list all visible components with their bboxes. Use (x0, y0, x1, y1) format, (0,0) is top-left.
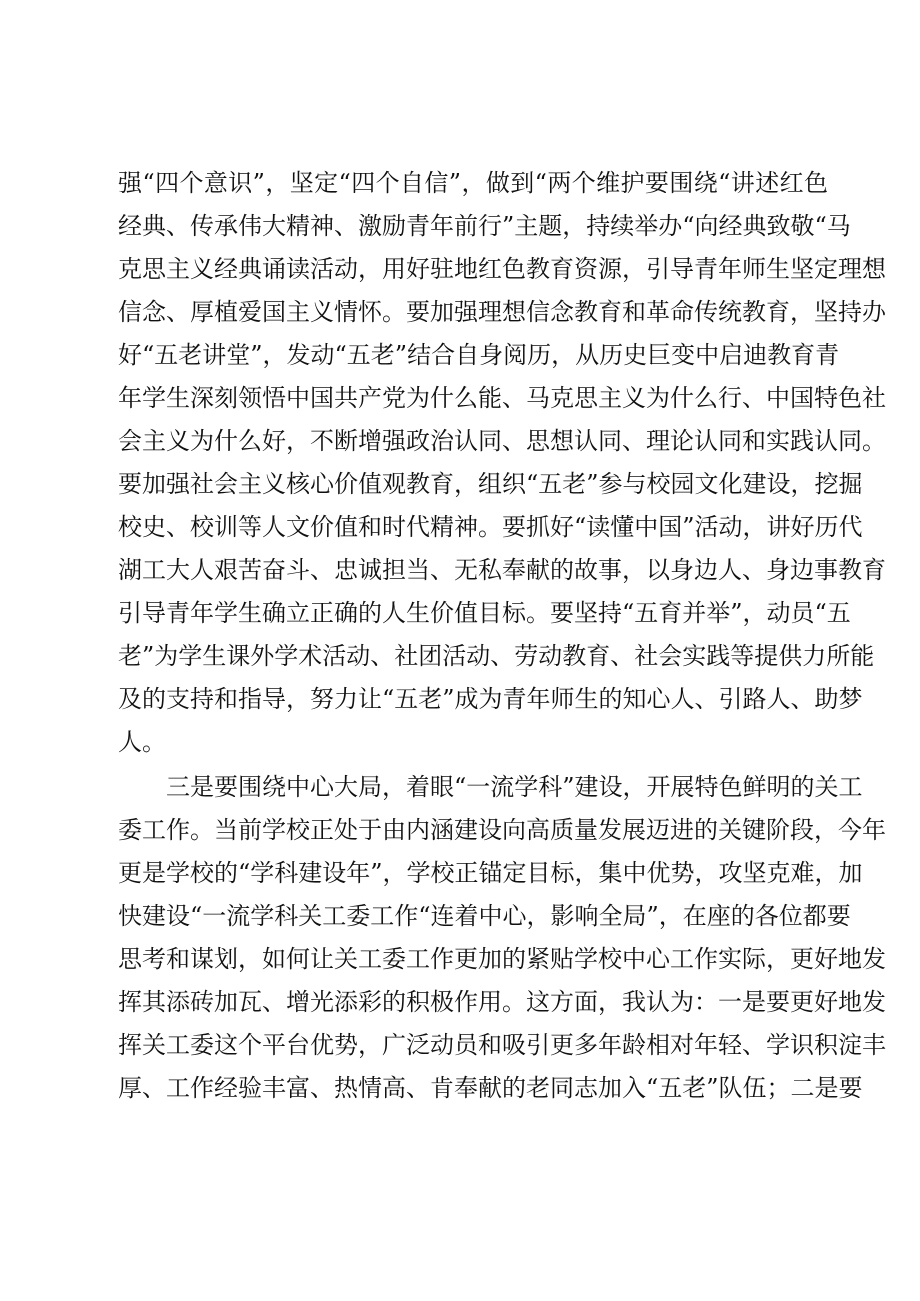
paragraph-2-line-4: 快建设“一流学科关工委工作“连着中心，影响全局”，在座的各位都要 (118, 902, 851, 930)
paragraph-2-line-3: 更是学校的“学科建设年”，学校正锚定目标，集中优势，攻坚克难，加 (118, 859, 863, 887)
paragraph-1-line-10: 湖工大人艰苦奋斗、忠诚担当、无私奉献的故事，以身边人、身边事教育 (118, 556, 886, 584)
paragraph-1-line-14: 人。 (118, 728, 166, 756)
paragraph-2-line-2: 委工作。当前学校正处于由内涵建设向高质量发展迈进的关键阶段，今年 (118, 816, 886, 844)
paragraph-2-line-8: 厚、工作经验丰富、热情高、肯奉献的老同志加入“五老”队伍；二是要 (118, 1074, 863, 1102)
paragraph-1-line-7: 会主义为什么好，不断增强政治认同、思想认同、理论认同和实践认同。 (118, 427, 886, 455)
paragraph-1-line-13: 及的支持和指导，努力让“五老”成为青年师生的知心人、引路人、助梦 (118, 685, 863, 713)
paragraph-2-line-1: 三是要围绕中心大局，着眼“一流学科”建设，开展特色鲜明的关工 (166, 773, 863, 801)
paragraph-1-line-2: 经典、传承伟大精神、激励青年前行”主题，持续举办“向经典致敬“马 (118, 212, 851, 240)
paragraph-1-line-9: 校史、校训等人文价值和时代精神。要抓好“读懂中国”活动，讲好历代 (118, 513, 863, 541)
paragraph-1-line-11: 引导青年学生确立正确的人生价值目标。要坚持“五育并举”，动员“五 (118, 599, 851, 627)
paragraph-2-line-7: 挥关工委这个平台优势，广泛动员和吸引更多年龄相对年轻、学识积淀丰 (118, 1031, 886, 1059)
paragraph-1-line-6: 年学生深刻领悟中国共产党为什么能、马克思主义为什么行、中国特色社 (118, 384, 886, 412)
paragraph-2-line-5: 思考和谋划，如何让关工委工作更加的紧贴学校中心工作实际，更好地发 (118, 945, 886, 973)
paragraph-1-line-12: 老”为学生课外学术活动、社团活动、劳动教育、社会实践等提供力所能 (118, 642, 875, 670)
paragraph-1-line-3: 克思主义经典诵读活动，用好驻地红色教育资源，引导青年师生坚定理想 (118, 255, 886, 283)
paragraph-1-line-8: 要加强社会主义核心价值观教育，组织“五老”参与校园文化建设，挖掘 (118, 470, 863, 498)
paragraph-1-line-5: 好“五老讲堂”，发动“五老”结合自身阅历，从历史巨变中启迪教育青 (118, 341, 840, 369)
paragraph-1-line-4: 信念、厚植爱国主义情怀。要加强理想信念教育和革命传统教育，坚持办 (118, 298, 886, 326)
paragraph-2-line-6: 挥其添砖加瓦、增光添彩的积极作用。这方面，我认为：一是要更好地发 (118, 988, 886, 1016)
paragraph-1-line-1: 强“四个意识”，坚定“四个自信”，做到“两个维护要围绕“讲述红色 (118, 169, 828, 197)
